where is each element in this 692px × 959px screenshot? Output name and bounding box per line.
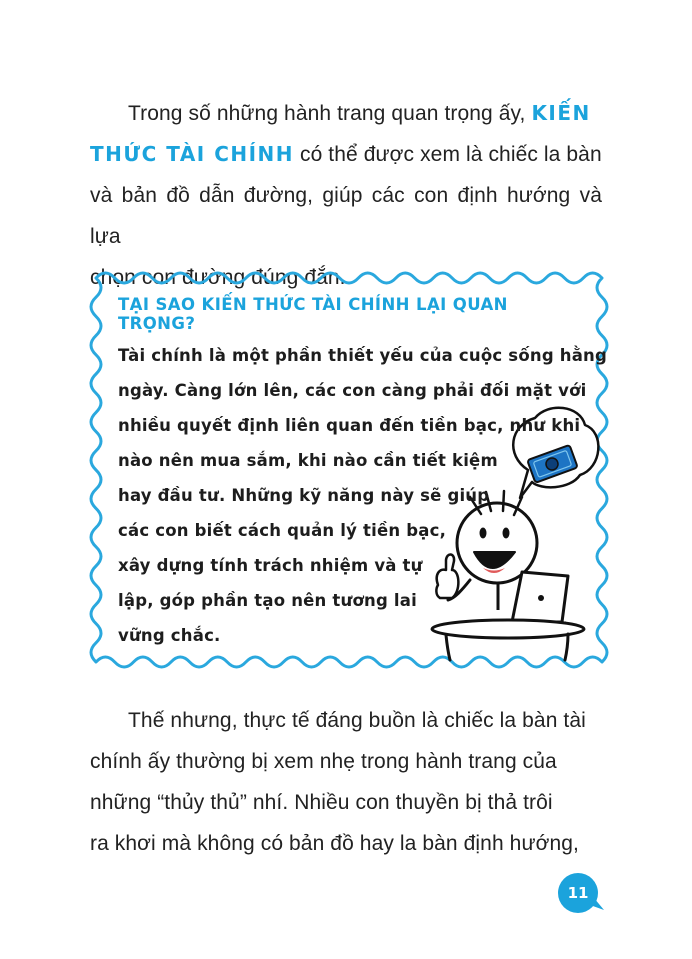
box-line-2: ngày. Càng lớn lên, các con càng phải đối mặt với: [118, 381, 587, 400]
box-line-1: Tài chính là một phần thiết yếu của cuộc sống hằng: [118, 346, 608, 365]
outro-paragraph: [90, 700, 602, 864]
page-number: 11: [567, 884, 589, 902]
box-line-3: nhiều quyết định liên quan đến tiền bạc, như khi: [118, 416, 581, 435]
box-line-5: hay đầu tư. Những kỹ năng này sẽ giúp: [118, 486, 490, 505]
intro-line-3: và bản đồ dẫn đường, giúp các con định hướng và lựa: [90, 184, 602, 248]
intro-line-4: chọn con đường đúng đắn.: [90, 266, 346, 289]
box-line-9: vững chắc.: [118, 626, 221, 645]
outro-line-3: những “thủy thủ” nhí. Nhiều con thuyền bị thả trôi: [90, 791, 553, 814]
outro-line-2: chính ấy thường bị xem nhẹ trong hành trang của: [90, 750, 557, 773]
outro-line-4: ra khơi mà không có bản đồ hay la bàn định hướng,: [90, 832, 579, 855]
outro-line-1: Thế nhưng, thực tế đáng buồn là chiếc la bàn tài: [128, 709, 586, 732]
box-line-8: lập, góp phần tạo nên tương lai: [118, 591, 417, 610]
box-line-7: xây dựng tính trách nhiệm và tự: [118, 556, 423, 575]
box-line-4: nào nên mua sắm, khi nào cần tiết kiệm: [118, 451, 498, 470]
box-title: TẠI SAO KIẾN THỨC TÀI CHÍNH LẠI QUAN TRỌNG?: [118, 295, 508, 333]
intro-line-1: Trong số những hành trang quan trọng ấy, KIẾN: [128, 101, 591, 125]
box-line-6: các con biết cách quản lý tiền bạc,: [118, 521, 447, 540]
highlight-kien: KIẾN: [531, 101, 591, 125]
highlight-thuc-tai-chinh: THỨC TÀI CHÍNH: [90, 142, 295, 166]
stick-figure-illustration: [432, 408, 598, 660]
intro-line-2: THỨC TÀI CHÍNH có thể được xem là chiếc la bàn: [90, 142, 602, 166]
